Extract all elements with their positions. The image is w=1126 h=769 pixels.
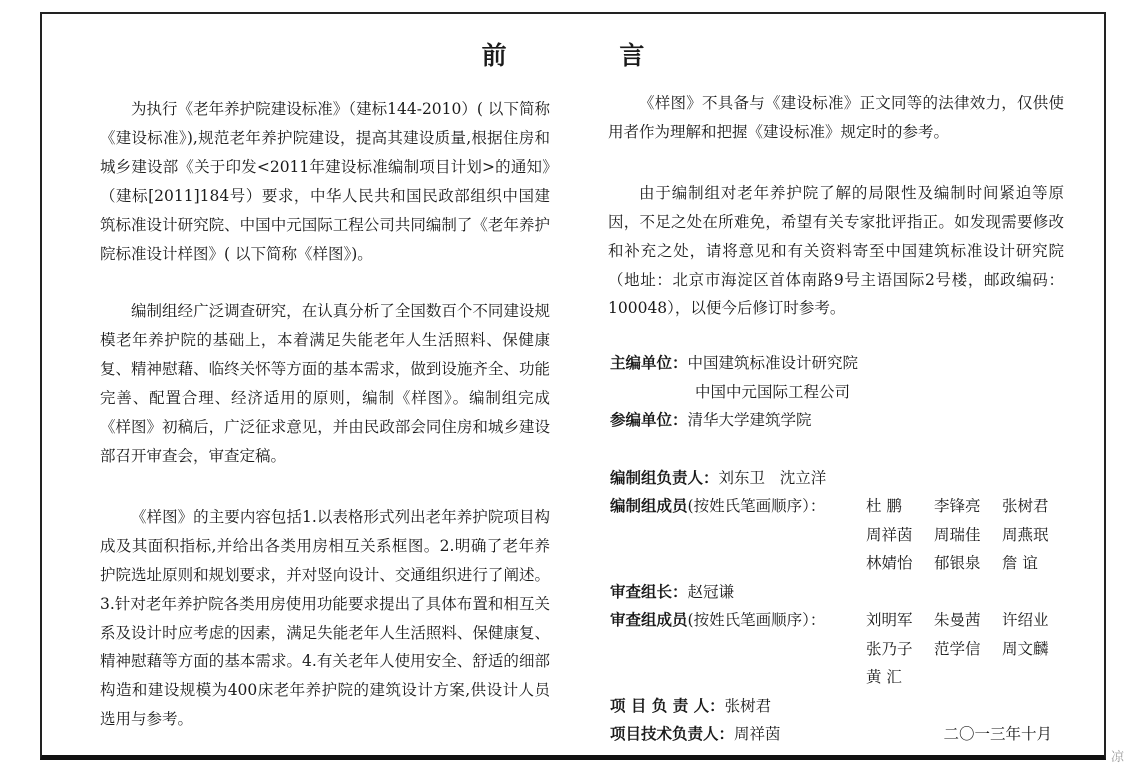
chief-editor-org-2: 中国中元国际工程公司: [695, 382, 851, 401]
team-members-row-2: [610, 521, 1070, 550]
intro-paragraph-3: 《样图》的主要内容包括1.以表格形式列出老年养护院项目构成及其面积指标,并给出各类用房相互关系框图。2.明确了老年养护院选址原则和规划要求，并对竖向设计、交通组织进行了阐述。3.针对老年养护院各类用房使用功能要求提出了具体布置和相互关系及设计时应考虑的因素，满足失能老年人生活照料、保健康复、精神慰藉等方面的基本需求。4.有关老年人使用安全、舒适的细部构造和建设规模为400床老年养护院的建筑设计方案,供设计人员选用与参考。: [100, 507, 550, 729]
review-leader-name: 赵冠谦: [687, 582, 735, 601]
tech-lead-label: 项目技术负责人：: [610, 725, 735, 743]
review-members-label: 审查组成员: [610, 611, 688, 629]
team-leader-names: 刘东卫 沈立洋: [718, 468, 827, 487]
review-members-note: (按姓氏笔画顺序）：: [687, 611, 826, 629]
member-name: 杜 鹏: [866, 497, 902, 515]
team-leader-row: [610, 464, 1070, 493]
review-members-names-3: [866, 663, 934, 692]
reviewer-name: 许绍业: [1002, 611, 1049, 629]
reviewer-name: 张乃子: [866, 639, 913, 658]
legal-note-paragraph: 《样图》不具备与《建设标准》正文同等的法律效力，仅供使用者作为理解和把握《建设标准》规定时的参考。: [608, 94, 1064, 141]
participating-unit-row: [610, 406, 1070, 435]
project-lead-name: 张树君: [724, 696, 772, 715]
reviewer-name: 刘明军: [866, 611, 913, 629]
review-members-row-3: [610, 663, 1070, 692]
tech-lead-name: 周祥茵: [734, 725, 781, 743]
publication-date: 二〇一三年十月: [943, 725, 1052, 743]
project-lead-row: [610, 692, 1070, 721]
reviewer-name: 朱曼茜: [934, 611, 981, 629]
chief-editor-label: 主编单位：: [610, 354, 688, 372]
right-column: [608, 89, 1064, 323]
team-members-note: (按姓氏笔画顺序）：: [687, 497, 826, 515]
participating-unit-label: 参编单位：: [610, 411, 688, 429]
credits-block: [610, 349, 1070, 749]
member-name: 林婧怡: [866, 554, 913, 572]
member-name: 张树君: [1002, 497, 1049, 515]
member-name: 郁银泉: [934, 554, 981, 572]
team-members-names-2: [866, 521, 1070, 550]
team-members-row-3: [610, 549, 1070, 578]
intro-paragraph-1: 为执行《老年养护院建设标准》（建标144-2010）( 以下简称《建设标准》),规范老年养护院建设，提高其建设质量,根据住房和城乡建设部《关于印发<2011年建设标准编制项目计划>的通知》（建标[2011]184号）要求，中华人民共和国民政部组织中国建筑标准设计研究院、中国中元国际工程公司共同编制了《老年养护院标准设计样图》( 以下简称《样图》)。: [100, 100, 550, 263]
chief-editor-row-2: [610, 378, 1070, 407]
review-leader-label: 审查组长：: [610, 582, 688, 601]
tech-lead-row: [610, 720, 1070, 749]
review-members-names-2: [866, 635, 1070, 664]
team-members-names-3: [866, 549, 1070, 578]
member-name: 周瑞佳: [934, 525, 981, 544]
reviewer-name: 黄 汇: [866, 668, 902, 686]
participating-unit-org: 清华大学建筑学院: [687, 411, 812, 429]
review-members-row-1: [610, 606, 1070, 635]
chief-editor-org-1: 中国建筑标准设计研究院: [687, 354, 859, 372]
member-name: 周燕珉: [1002, 525, 1049, 544]
chief-editor-row: [610, 349, 1070, 378]
feedback-paragraph: 由于编制组对老年养护院了解的局限性及编制时间紧迫等原因，不足之处在所难免，希望有关专家批评指正。如发现需要修改和补充之处，请将意见和有关资料寄至中国建筑标准设计研究院（地址：北京市海淀区首体南路9号主语国际2号楼，邮政编码：100048），以便今后修订时参考。: [608, 183, 1064, 318]
team-members-names-1: [866, 492, 1070, 521]
member-name: 李锋亮: [934, 497, 981, 515]
team-members-label: 编制组成员: [610, 497, 688, 515]
team-members-row-1: [610, 492, 1070, 521]
left-column: [100, 95, 550, 734]
reviewer-name: 范学信: [934, 639, 981, 658]
corner-watermark: 凉: [1110, 750, 1124, 765]
review-members-row-2: [610, 635, 1070, 664]
review-members-names-1: [866, 606, 1070, 635]
review-leader-row: [610, 578, 1070, 607]
reviewer-name: 周文麟: [1002, 639, 1049, 658]
member-name: 周祥茵: [866, 525, 913, 544]
intro-paragraph-2: 编制组经广泛调查研究，在认真分析了全国数百个不同建设规模老年养护院的基础上，本着满足失能老年人生活照料、保健康复、精神慰藉、临终关怀等方面的基本需求，做到设施齐全、功能完善、配置合理、经济适用的原则，编制《样图》。编制组完成《样图》初稿后，广泛征求意见，并由民政部会同住房和城乡建设部召开审查会，审查定稿。: [100, 302, 550, 465]
project-lead-label: 项 目 负 责 人：: [610, 696, 725, 715]
page-title: 前 言: [481, 41, 697, 70]
member-name: 詹 谊: [1002, 554, 1038, 572]
team-leader-label: 编制组负责人：: [610, 468, 719, 487]
